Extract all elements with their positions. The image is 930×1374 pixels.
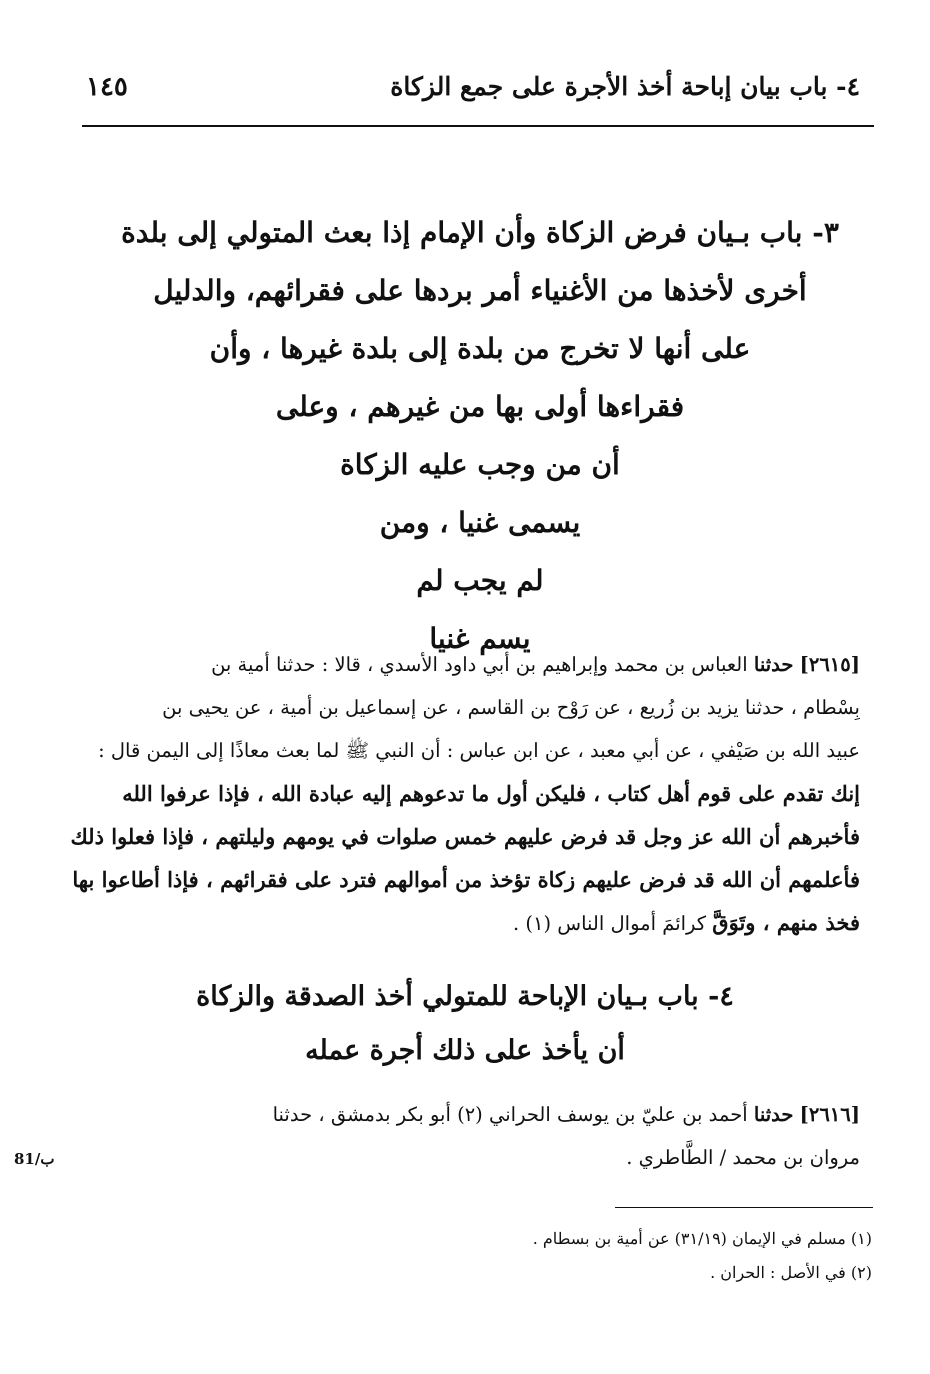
chapter-3-title-line: ٣- باب بـيان فرض الزكاة وأن الإمام إذا بعث المتولي إلى بلدة bbox=[121, 216, 839, 249]
hadith-text: أحمد بن عليّ بن يوسف الحراني (٢) أبو بكر بدمشق ، حدثنا bbox=[272, 1103, 748, 1126]
hadith-number: [٢٦١٦] bbox=[799, 1103, 860, 1126]
hadith-2615 bbox=[70, 643, 860, 944]
hadith-matn-line: فأخبرهم أن الله عز وجل قد فرض عليهم خمس صلوات في يومهم وليلتهم ، فإذا فعلوا ذلك bbox=[70, 824, 860, 849]
hadith-lead: حدثنا bbox=[753, 1103, 794, 1126]
footnote: (٢) في الأصل : الحران . bbox=[710, 1263, 872, 1282]
chapter-3-title-line: يسمى غنيا ، ومن bbox=[379, 506, 581, 539]
hadith-line: مروان بن محمد / الطَّاطري . bbox=[626, 1146, 860, 1169]
chapter-3-title-line: أن من وجب عليه الزكاة bbox=[340, 448, 620, 481]
hadith-line bbox=[70, 901, 860, 944]
running-header bbox=[86, 72, 860, 120]
hadith-text: العباس بن محمد وإبراهيم بن أبي داود الأسدي ، قالا : حدثنا أمية بن bbox=[211, 653, 748, 676]
chapter-4-title bbox=[120, 970, 810, 1078]
chapter-3-title-line: أخرى لأخذها من الأغنياء أمر بردها على فقرائهم، والدليل bbox=[153, 274, 807, 307]
hadith-number: [٢٦١٥] bbox=[799, 653, 860, 676]
header-rule bbox=[82, 125, 874, 127]
running-title: ٤- باب بيان إباحة أخذ الأجرة على جمع الزكاة bbox=[390, 72, 860, 101]
hadith-matn-end: فخذ منهم ، وتَوَقَّ bbox=[712, 910, 860, 935]
chapter-4-title-line: أن يأخذ على ذلك أجرة عمله bbox=[305, 1035, 625, 1066]
hadith-matn-line: إنك تقدم على قوم أهل كتاب ، فليكن أول ما تدعوهم إليه عبادة الله ، فإذا عرفوا الله bbox=[122, 781, 860, 806]
chapter-3-title-line: فقراءها أولى بها من غيرهم ، وعلى bbox=[275, 390, 685, 423]
hadith-line bbox=[70, 643, 860, 686]
hadith-line bbox=[70, 1093, 860, 1136]
hadith-line: عبيد الله بن صَيْفي ، عن أبي معبد ، عن ابن عباس : أن النبي ﷺ لما بعث معاذًا إلى اليمن قال : bbox=[98, 739, 860, 762]
chapter-4-title-line: ٤- باب بـيان الإباحة للمتولي أخذ الصدقة والزكاة bbox=[196, 981, 734, 1012]
chapter-3-title-line: على أنها لا تخرج من بلدة إلى بلدة غيرها ، وأن bbox=[209, 332, 751, 365]
footnote-rule bbox=[615, 1207, 873, 1208]
manuscript-folio-note: 81/ب bbox=[14, 1150, 55, 1168]
hadith-2616 bbox=[70, 1093, 860, 1179]
footnotes bbox=[300, 1222, 872, 1290]
page-number: ١٤٥ bbox=[86, 72, 128, 102]
hadith-lead: حدثنا bbox=[753, 653, 794, 676]
chapter-3-title bbox=[120, 204, 840, 668]
chapter-3-title-line: لم يجب لم bbox=[416, 564, 544, 597]
chapter-3-title-line: يسم غنيا bbox=[429, 622, 531, 655]
footnote: (١) مسلم في الإيمان (٣١/١٩) عن أمية بن بسطام . bbox=[532, 1229, 872, 1248]
hadith-matn-line: فأعلمهم أن الله قد فرض عليهم زكاة تؤخذ من أموالهم فترد على فقرائهم ، فإذا أطاعوا بها bbox=[72, 867, 860, 892]
hadith-line: بِسْطام ، حدثنا يزيد بن زُريع ، عن رَوْح بن القاسم ، عن إسماعيل بن أمية ، عن يحيى بن bbox=[162, 696, 860, 719]
hadith-text: كرائمَ أموال الناس (١) . bbox=[513, 912, 707, 935]
